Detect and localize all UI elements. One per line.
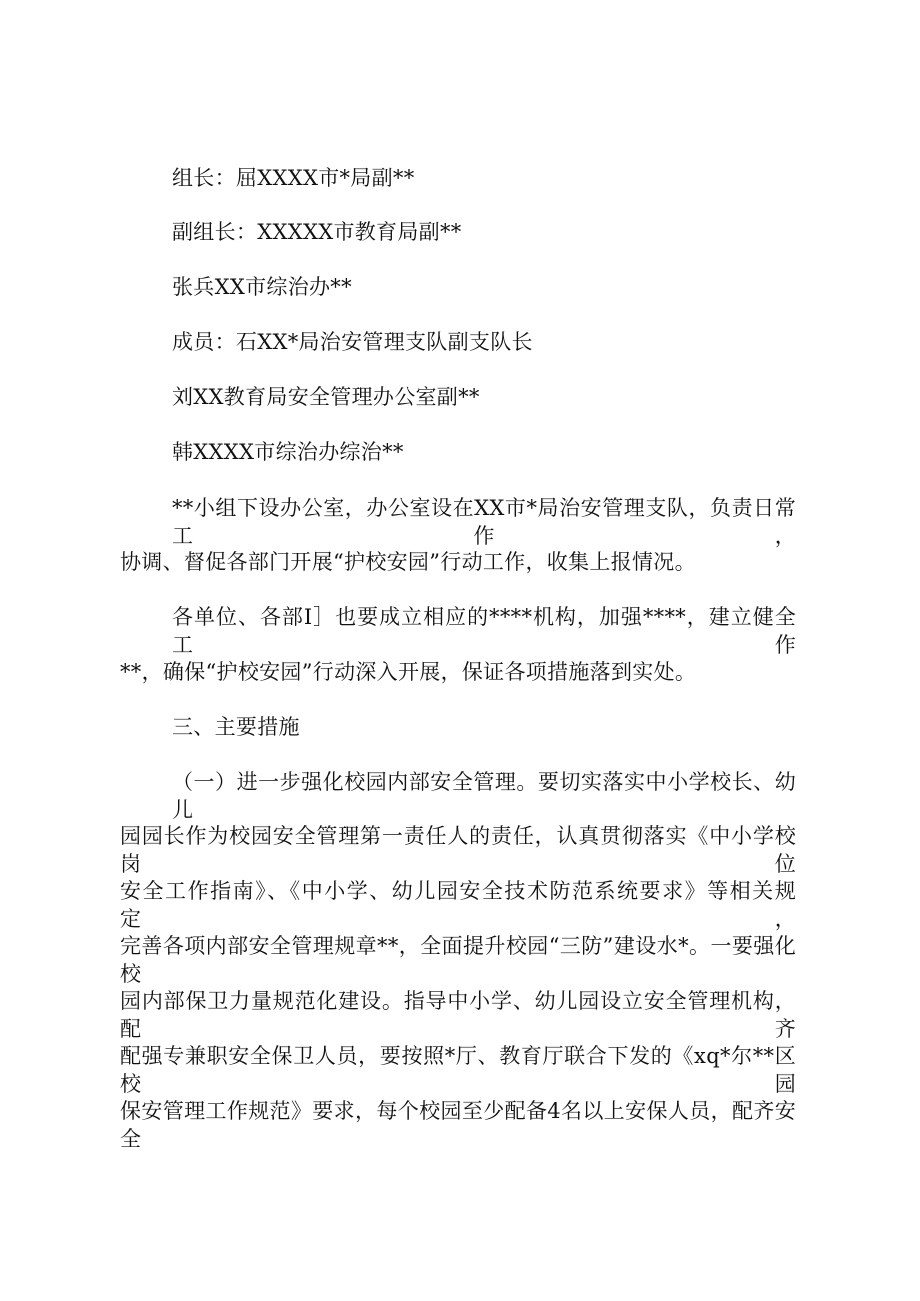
member-line-3: 韩XXXX市综治办综治** [172, 440, 404, 464]
measures-paragraph-line-6: 配强专兼职安全保卫人员，要按照*厅、教育厅联合下发的《xq*尔**区校园 [120, 1044, 796, 1096]
measures-paragraph-line-3: 安全工作指南》、《中小学、幼儿园安全技术防范系统要求》等相关规定， [120, 879, 796, 931]
units-paragraph-line-2: **，确保“护校安园”行动深入开展，保证各项措施落到实处。 [120, 660, 697, 684]
deputy-leader-line-2: 张兵XX市综治办** [172, 275, 352, 299]
member-line-2: 刘XX教育局安全管理办公室副** [172, 385, 480, 409]
measures-paragraph-line-1: （一）进一步强化校园内部安全管理。要切实落实中小学校长、幼儿 [172, 770, 796, 822]
measures-paragraph-line-5: 园内部保卫力量规范化建设。指导中小学、幼儿园设立安全管理机构，配齐 [120, 989, 796, 1041]
measures-paragraph-line-2: 园园长作为校园安全管理第一责任人的责任，认真贯彻落实《中小学校岗位 [120, 824, 796, 876]
section-heading: 三、主要措施 [172, 715, 300, 739]
deputy-leader-line: 副组长：XXXXX市教育局副** [172, 220, 462, 244]
measures-paragraph-line-4: 完善各项内部安全管理规章**，全面提升校园“三防”建设水*。一要强化校 [120, 934, 796, 986]
team-leader-line: 组长：屈XXXX市*局副** [172, 166, 415, 190]
members-line: 成员：石XX*局治安管理支队副支队长 [172, 330, 533, 354]
office-paragraph-line-1: **小组下设办公室，办公室设在XX市*局治安管理支队，负责日常工作， [172, 496, 796, 548]
office-paragraph-line-2: 协调、督促各部门开展“护校安园”行动工作，收集上报情况。 [120, 550, 696, 574]
measures-paragraph-line-7: 保安管理工作规范》要求，每个校园至少配备4名以上安保人员，配齐安全 [120, 1099, 796, 1151]
units-paragraph-line-1: 各单位、各部I］也要成立相应的****机构，加强****，建立健全工作 [172, 605, 796, 657]
